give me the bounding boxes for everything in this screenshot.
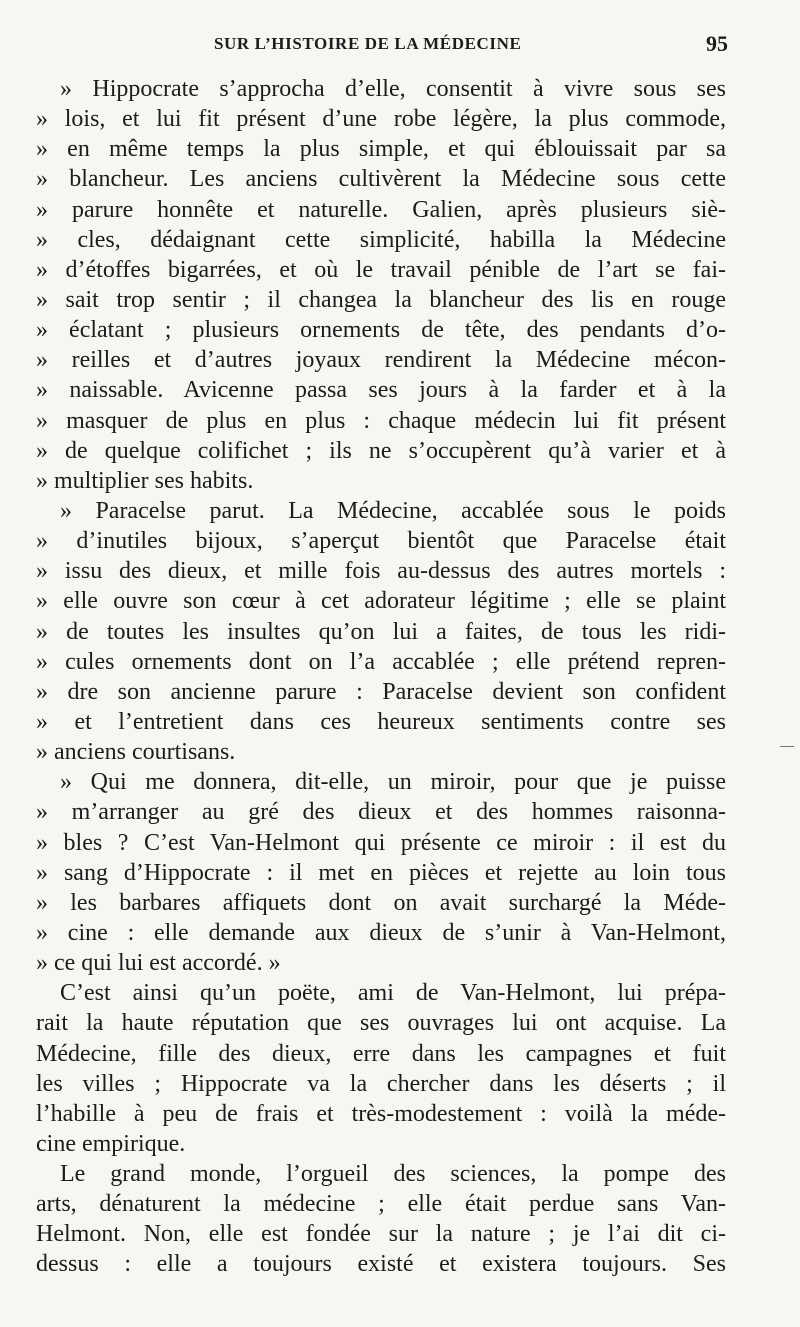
text-line: » cine : elle demande aux dieux de s’unir à Van-Helmont, [36,919,726,946]
text-line: » sait trop sentir ; il changea la blancheur des lis en rouge [36,286,726,313]
text-line: » dre son ancienne parure : Paracelse devient son confident [36,678,726,705]
text-line: » Qui me donnera, dit-elle, un miroir, pour que je puisse [60,769,726,796]
text-line: » ce qui lui est accordé. » [36,950,281,977]
text-line: C’est ainsi qu’un poëte, ami de Van-Helmont, lui prépa- [60,980,726,1007]
text-line: » en même temps la plus simple, et qui éblouissait par sa [36,136,726,163]
text-line: » bles ? C’est Van-Helmont qui présente ce miroir : il est du [36,829,726,856]
text-line: » elle ouvre son cœur à cet adorateur légitime ; elle se plaint [36,588,726,615]
text-line: » naissable. Avicenne passa ses jours à la farder et à la [36,377,726,404]
book-page [36,24,726,1314]
text-line: » de toutes les insultes qu’on lui a faites, de tous les ridi- [36,618,726,645]
text-line: » d’étoffes bigarrées, et où le travail pénible de l’art se fai- [36,256,726,283]
text-line: » parure honnête et naturelle. Galien, après plusieurs siè- [36,196,726,223]
text-line: » et l’entretient dans ces heureux sentiments contre ses [36,708,726,735]
text-line: rait la haute réputation que ses ouvrages lui ont acquise. La [36,1010,726,1037]
text-line: » Paracelse parut. La Médecine, accablée sous le poids [60,497,726,524]
text-line: » masquer de plus en plus : chaque médecin lui fit présent [36,407,726,434]
text-line: » de quelque colifichet ; ils ne s’occupèrent qu’à varier et à [36,437,726,464]
text-line: » éclatant ; plusieurs ornements de tête, des pendants d’o- [36,317,726,344]
text-line: » Hippocrate s’approcha d’elle, consentit à vivre sous ses [60,76,726,102]
text-line: » lois, et lui fit présent d’une robe légère, la plus commode, [36,106,726,133]
text-line: Helmont. Non, elle est fondée sur la nature ; je l’ai dit ci- [36,1221,726,1248]
running-head [36,24,726,68]
margin-mark [780,746,794,747]
body-text [36,74,726,1280]
text-line: » d’inutiles bijoux, s’aperçut bientôt que Paracelse était [36,528,726,555]
text-line: cine empirique. [36,1130,186,1157]
text-line: Le grand monde, l’orgueil des sciences, la pompe des [60,1161,726,1188]
text-line: dessus : elle a toujours existé et existera toujours. Ses [36,1251,726,1278]
text-line: » sang d’Hippocrate : il met en pièces et rejette au loin tous [36,859,726,886]
text-line: » blancheur. Les anciens cultivèrent la Médecine sous cette [36,166,726,193]
text-line: » m’arranger au gré des dieux et des hommes raisonna- [36,799,726,826]
text-line: » issu des dieux, et mille fois au-dessus des autres mortels : [36,558,726,585]
text-line: » reilles et d’autres joyaux rendirent la Médecine mécon- [36,347,726,374]
running-title: SUR L’HISTOIRE DE LA MÉDECINE [214,34,522,53]
text-line: » anciens courtisans. [36,739,236,766]
text-line: les villes ; Hippocrate va la chercher dans les déserts ; il [36,1070,726,1097]
text-line: » cules ornements dont on l’a accablée ; elle prétend repren- [36,648,726,675]
text-line: Médecine, fille des dieux, erre dans les campagnes et fuit [36,1040,726,1067]
text-line: arts, dénaturent la médecine ; elle était perdue sans Van- [36,1191,726,1218]
text-line: » cles, dédaignant cette simplicité, habilla la Médecine [36,226,726,253]
text-line: » multiplier ses habits. [36,467,254,494]
text-line: l’habille à peu de frais et très-modestement : voilà la méde- [36,1100,726,1127]
text-line: » les barbares affiquets dont on avait surchargé la Méde- [36,889,726,916]
page-number: 95 [706,31,728,56]
